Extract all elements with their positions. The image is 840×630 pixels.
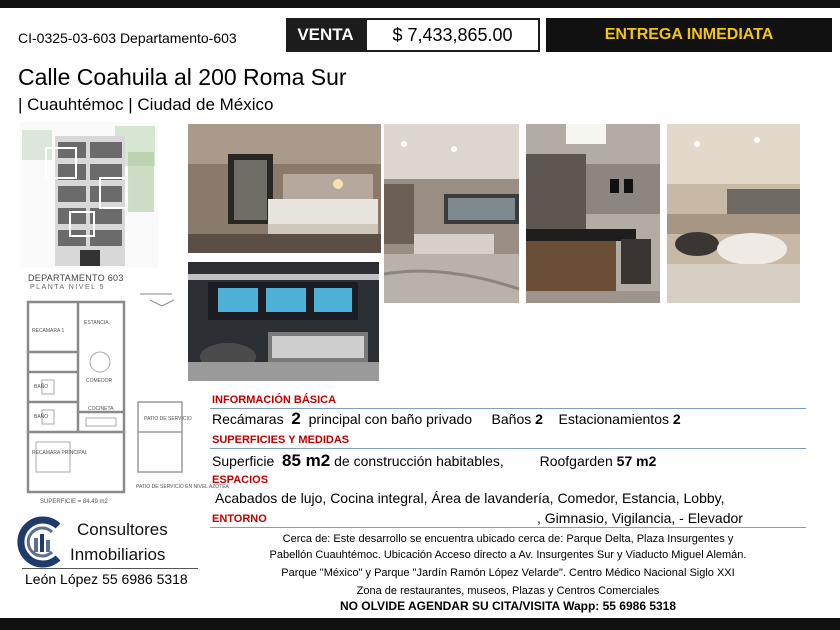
address-street: Calle Coahuila al 200 Roma Sur	[18, 64, 347, 90]
bathrooms-value: 2	[535, 411, 543, 427]
bedroom-photo	[188, 124, 381, 253]
plan-room-label: COMEDOR	[86, 378, 113, 384]
call-to-action: NO OLVIDE AGENDAR SU CITA/VISITA Wapp: 55 6986 5318	[339, 599, 677, 613]
company-logo-icon	[14, 516, 68, 568]
plan-room-label: ESTANCIA	[84, 320, 109, 326]
surface-line	[212, 451, 656, 471]
plan-room-label: PATIO DE SERVICIO	[144, 416, 192, 422]
section-surroundings: ENTORNO	[212, 513, 267, 525]
description-line: Cerca de: Este desarrollo se encuentra ubicado cerca de: Parque Delta, Plaza Insurgentes y	[282, 533, 734, 545]
building-facade-image	[20, 122, 158, 268]
description-line: Zona de restaurantes, museos, Plazas y Centros Comerciales	[356, 585, 660, 597]
company-name-line2: Inmobiliarios	[70, 545, 166, 564]
listing-code: CI-0325-03-603 Departamento-603	[18, 30, 237, 46]
divider	[210, 448, 806, 449]
plan-room-label: RECAMARA 1	[32, 328, 65, 334]
kitchen-photo	[526, 124, 660, 303]
plan-room-label: PATIO DE SERVICIO EN NIVEL AZOTEA	[136, 484, 229, 490]
floorplan-title: DEPARTAMENTO 603	[28, 273, 124, 283]
surface-detail: de construcción habitables,	[334, 453, 504, 469]
bedrooms-label: Recámaras	[212, 411, 284, 427]
parking-label: Estacionamientos	[558, 411, 669, 427]
roofgarden-label: Roofgarden	[539, 453, 613, 469]
roofgarden-value: 57 m2	[616, 453, 657, 469]
plan-room-label: BAÑO	[34, 384, 49, 390]
floorplan-drawing	[22, 292, 229, 498]
bedrooms-value: 2	[291, 409, 301, 428]
description-line: Parque "México" y Parque "Jardín Ramón López Velarde". Centro Médico Nacional Siglo XXI	[281, 567, 735, 579]
bedrooms-detail: principal con baño privado	[308, 411, 473, 427]
living-room-photo	[384, 124, 519, 303]
surface-label: Superficie	[212, 453, 275, 469]
price: $ 7,433,865.00	[365, 18, 540, 52]
plan-room-label: BAÑO	[34, 414, 49, 420]
section-basic-info: INFORMACIÓN BÁSICA	[212, 394, 337, 406]
parking-value: 2	[672, 411, 681, 427]
agent-contact: León López 55 6986 5318	[25, 571, 188, 587]
section-spaces: ESPACIOS	[212, 474, 269, 486]
spaces-line-continued: , Gimnasio, Vigilancia, - Elevador	[537, 510, 743, 526]
floorplan-surface: SUPERFICIE = 84.49 m2	[40, 499, 108, 505]
divider	[210, 527, 806, 528]
top-bar	[0, 0, 840, 8]
plan-room-label: COCINETA	[88, 406, 114, 412]
description-line: Pabellón Cuauhtémoc. Ubicación Acceso directo a Av. Insurgentes Sur y Viaducto Miguel Alemán.	[269, 549, 747, 561]
divider	[22, 568, 198, 569]
address-area: | Cuauhtémoc | Ciudad de México	[18, 95, 274, 114]
sale-label: VENTA	[286, 18, 365, 52]
spaces-line: Acabados de lujo, Cocina integral, Área de lavandería, Comedor, Estancia, Lobby,	[215, 490, 725, 506]
lounge-photo	[667, 124, 800, 303]
bathrooms-label: Baños	[491, 411, 532, 427]
floorplan-level: PLANTA NIVEL 5	[30, 284, 106, 291]
surface-value: 85 m2	[282, 451, 331, 470]
bottom-bar	[0, 618, 840, 630]
plan-room-label: RECAMARA PRINCIPAL	[32, 450, 88, 456]
bedrooms-line	[212, 409, 681, 429]
game-room-photo	[188, 262, 379, 381]
section-surfaces: SUPERFICIES Y MEDIDAS	[212, 434, 350, 446]
company-name-line1: Consultores	[77, 520, 168, 539]
delivery-badge: ENTREGA INMEDIATA	[546, 18, 832, 52]
